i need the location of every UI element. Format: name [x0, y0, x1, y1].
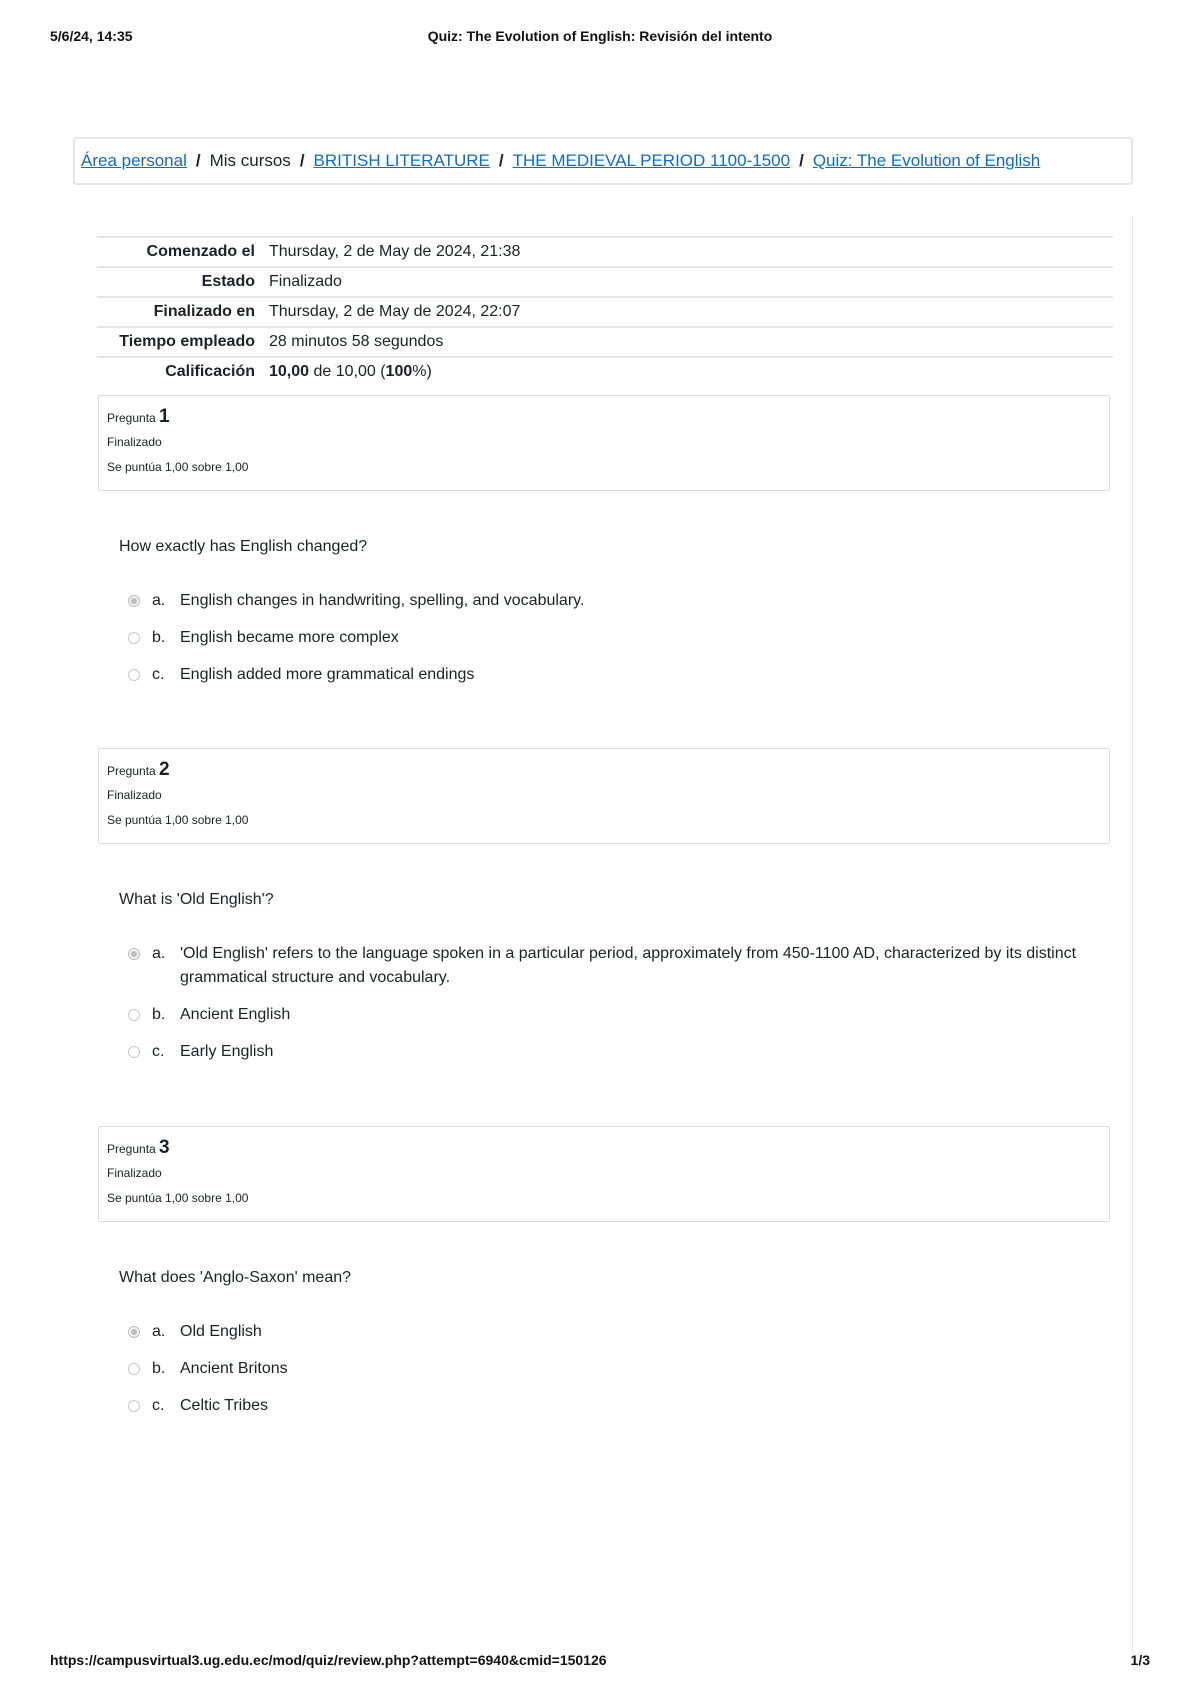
breadcrumb-area-personal[interactable]: Área personal: [81, 151, 187, 170]
breadcrumb-separator: /: [799, 151, 804, 170]
answer-text: Celtic Tribes: [180, 1397, 269, 1414]
answer-letter: b.: [152, 1006, 166, 1023]
answer-radio[interactable]: [128, 669, 140, 681]
summary-label: Estado: [201, 273, 255, 290]
summary-value: Thursday, 2 de May de 2024, 22:07: [269, 303, 521, 320]
answer-list-3: [128, 1320, 1088, 1431]
summary-value: Thursday, 2 de May de 2024, 21:38: [269, 243, 521, 260]
answer-letter: a.: [152, 592, 166, 609]
question-label: Pregunta: [107, 1142, 156, 1156]
breadcrumb: [73, 137, 1133, 185]
summary-label: Tiempo empleado: [119, 333, 255, 350]
breadcrumb-separator: /: [299, 151, 305, 170]
summary-row-time-taken: [97, 327, 1113, 357]
answer-radio[interactable]: [128, 1046, 140, 1058]
question-state: Finalizado: [107, 1166, 162, 1180]
breadcrumb-medieval-period[interactable]: THE MEDIEVAL PERIOD 1100-1500: [512, 151, 791, 170]
answer-letter: b.: [152, 629, 166, 646]
answer-letter: b.: [152, 1360, 166, 1377]
answer-letter: c.: [152, 666, 165, 683]
summary-row-started: [97, 237, 1113, 267]
question-number: 3: [159, 1137, 170, 1158]
answer-radio[interactable]: [128, 1326, 140, 1338]
answer-option: [128, 1003, 1088, 1027]
answer-list-2: [128, 942, 1088, 1077]
answer-letter: a.: [152, 945, 166, 962]
question-label: Pregunta: [107, 411, 156, 425]
question-state: Finalizado: [107, 435, 162, 449]
answer-text: Ancient English: [180, 1006, 291, 1023]
summary-value: 28 minutos 58 segundos: [269, 333, 444, 350]
question-text-2: What is 'Old English'?: [119, 891, 274, 908]
summary-value: Finalizado: [269, 273, 342, 290]
grade-max: de 10,00 (: [309, 363, 386, 380]
summary-row-grade: [97, 357, 1113, 386]
answer-letter: c.: [152, 1043, 165, 1060]
summary-row-state: [97, 267, 1113, 297]
print-title: Quiz: The Evolution of English: Revisión del intento: [427, 28, 773, 44]
summary-label: Finalizado en: [153, 303, 255, 320]
grade-score: 10,00: [269, 363, 310, 380]
answer-letter: c.: [152, 1397, 165, 1414]
answer-radio[interactable]: [128, 1400, 140, 1412]
grade-percent-end: %): [412, 363, 432, 380]
print-date: 5/6/24, 14:35: [50, 28, 133, 44]
answer-option: [128, 663, 1088, 687]
breadcrumb-separator: /: [195, 151, 201, 170]
answer-option: [128, 589, 1088, 613]
answer-option: [128, 1040, 1088, 1064]
summary-label: Comenzado el: [146, 243, 255, 260]
breadcrumb-quiz[interactable]: Quiz: The Evolution of English: [812, 151, 1041, 170]
answer-text: English added more grammatical endings: [180, 666, 475, 683]
question-label: Pregunta: [107, 764, 156, 778]
answer-text: English became more complex: [180, 629, 399, 646]
answer-option: [128, 1394, 1088, 1418]
question-grade: Se puntúa 1,00 sobre 1,00: [107, 460, 249, 474]
print-footer: [50, 1652, 1150, 1676]
question-text-3: What does 'Anglo-Saxon' mean?: [119, 1269, 352, 1286]
breadcrumb-separator: /: [498, 151, 504, 170]
answer-radio[interactable]: [128, 948, 140, 960]
print-page-number: 1/3: [1130, 1652, 1150, 1668]
answer-text: English changes in handwriting, spelling, and vocabulary.: [180, 592, 585, 609]
answer-text: Ancient Britons: [180, 1360, 288, 1377]
grade-percent: 100: [385, 363, 413, 380]
question-text-1: How exactly has English changed?: [119, 538, 368, 555]
question-grade: Se puntúa 1,00 sobre 1,00: [107, 813, 249, 827]
attempt-summary-table: [97, 236, 1113, 386]
summary-value-grade: [269, 357, 1113, 386]
answer-list-1: [128, 589, 1088, 700]
print-header: [50, 28, 1150, 52]
answer-radio[interactable]: [128, 595, 140, 607]
breadcrumb-mis-cursos: Mis cursos: [209, 151, 291, 170]
answer-text: 'Old English' refers to the language spoken in a particular period, approximately from 450-1100 AD, characterized by its distinct grammatical structure and vocabulary.: [180, 945, 1077, 986]
summary-label: Calificación: [165, 363, 255, 380]
question-info-1: [98, 395, 1110, 491]
question-number: 2: [159, 759, 170, 780]
question-info-3: [98, 1126, 1110, 1222]
answer-text: Early English: [180, 1043, 274, 1060]
answer-text: Old English: [180, 1323, 262, 1340]
answer-option: [128, 1320, 1088, 1344]
page-edge-rule: [1132, 215, 1133, 1655]
answer-radio[interactable]: [128, 632, 140, 644]
question-number: 1: [159, 406, 170, 427]
summary-row-completed: [97, 297, 1113, 327]
answer-radio[interactable]: [128, 1009, 140, 1021]
print-url: https://campusvirtual3.ug.edu.ec/mod/quiz/review.php?attempt=6940&cmid=150126: [50, 1652, 607, 1668]
question-state: Finalizado: [107, 788, 162, 802]
question-info-2: [98, 748, 1110, 844]
answer-letter: a.: [152, 1323, 166, 1340]
answer-option: [128, 626, 1088, 650]
answer-option: [128, 1357, 1088, 1381]
question-grade: Se puntúa 1,00 sobre 1,00: [107, 1191, 249, 1205]
answer-radio[interactable]: [128, 1363, 140, 1375]
breadcrumb-british-literature[interactable]: BRITISH LITERATURE: [313, 151, 490, 170]
answer-option: [128, 942, 1088, 990]
